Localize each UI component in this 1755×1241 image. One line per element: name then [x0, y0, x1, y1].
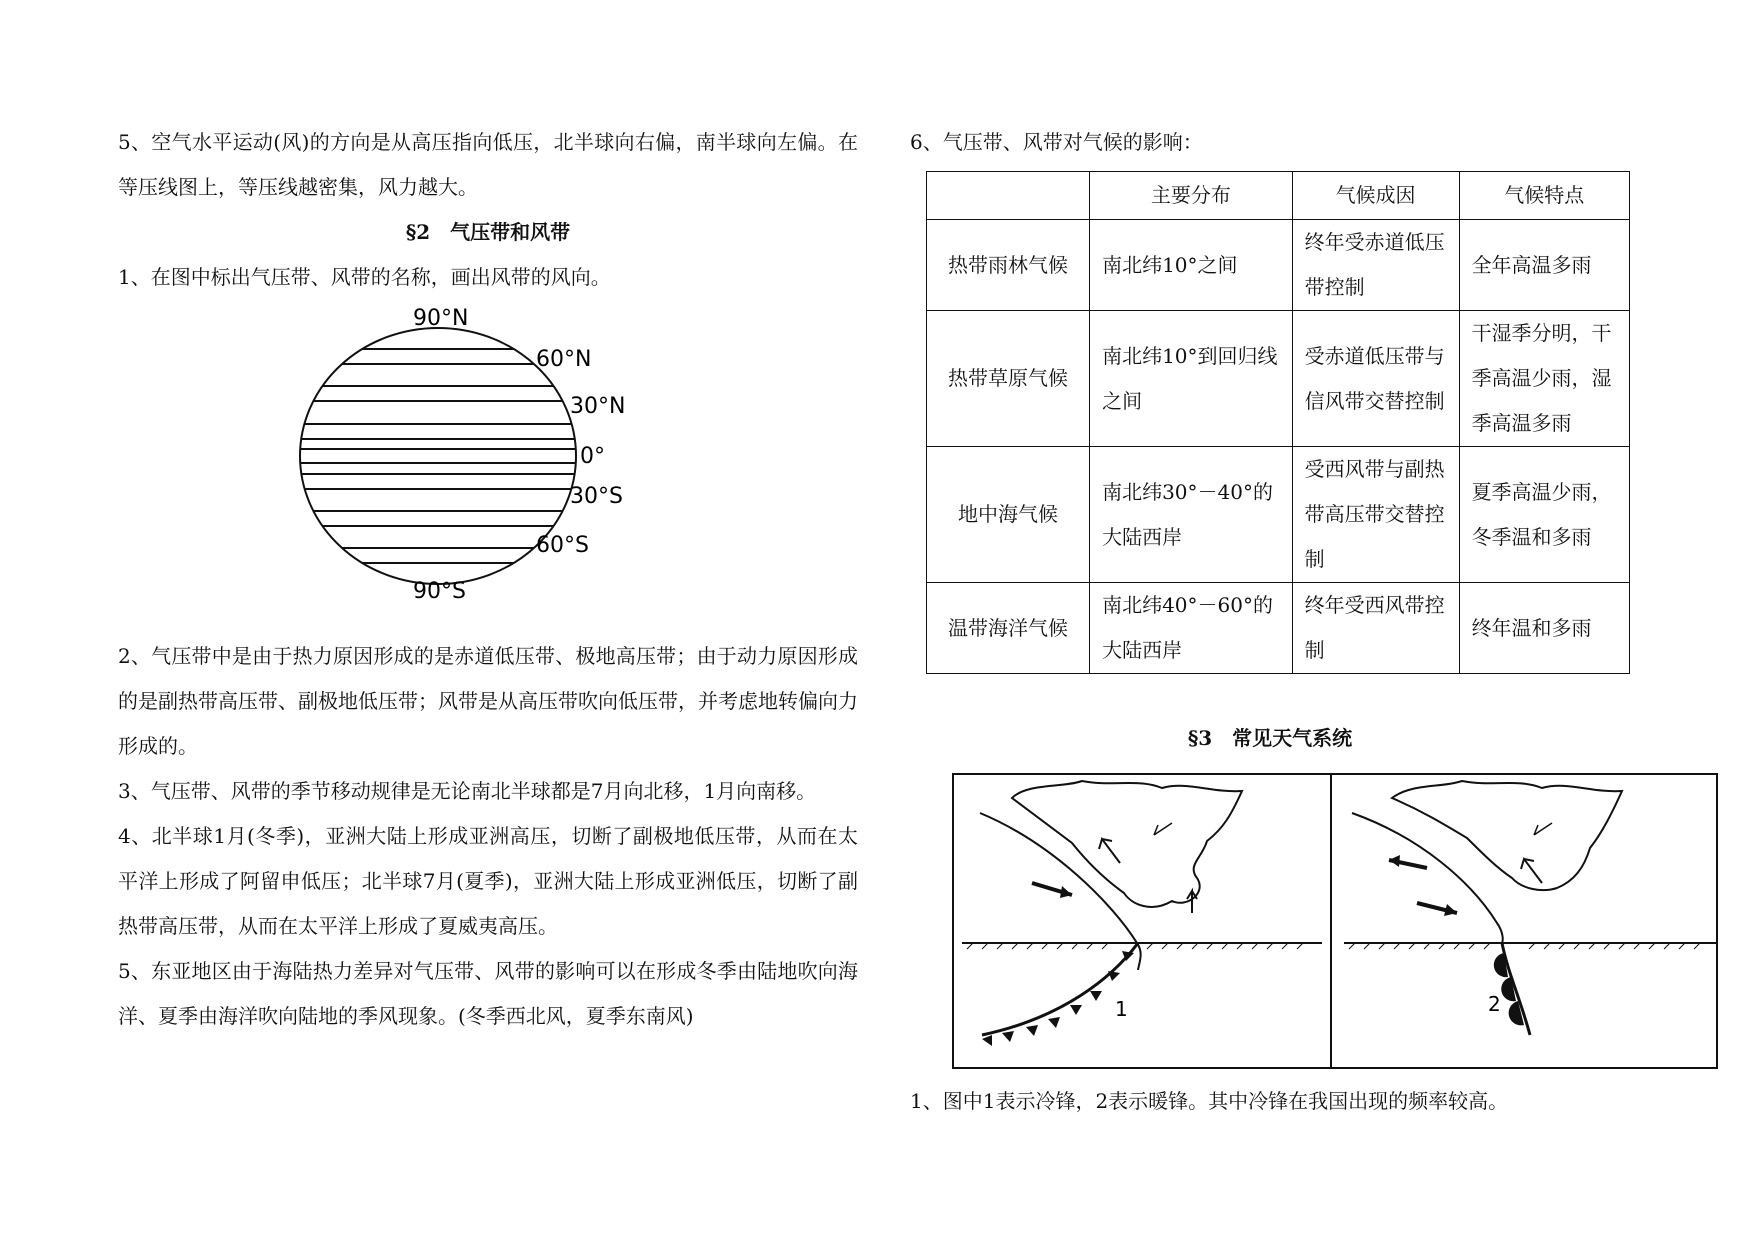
table-row [927, 447, 1630, 583]
globe-outline [300, 328, 576, 584]
climate-feature: 干湿季分明，干季高温少雨，湿季高温多雨 [1459, 311, 1629, 447]
table-header-blank [927, 172, 1090, 220]
paragraph-wind-direction: 5、空气水平运动(风)的方向是从高压指向低压，北半球向右偏，南半球向左偏。在等压线图上，等压线越密集，风力越大。 [118, 130, 858, 199]
section-2-title: §2 气压带和风带 [405, 220, 571, 244]
latitude-lines [298, 349, 598, 563]
label-equator: 0° [580, 444, 605, 469]
label-60s: 60°S [536, 533, 589, 558]
climate-distribution: 南北纬10°到回归线之间 [1090, 311, 1293, 447]
label-front-2: 2 [1488, 992, 1501, 1016]
right-column [910, 120, 1630, 1124]
paragraph-climate-intro: 6、气压带、风带对气候的影响： [910, 130, 1203, 154]
climate-name: 热带草原气候 [927, 311, 1090, 447]
paragraph-pressure-centers: 4、北半球1月(冬季)，亚洲大陆上形成亚洲高压，切断了副极地低压带，从而在太平洋上形成了阿留申低压；北半球7月(夏季)，亚洲大陆上形成亚洲低压，切断了副热带高压带，从而在太平洋上形成了夏威夷高压。 [118, 824, 858, 938]
label-90n: 90°N [413, 306, 469, 331]
climate-name: 温带海洋气候 [927, 583, 1090, 674]
paragraph-seasonal-shift: 3、气压带、风带的季节移动规律是无论南北半球都是7月向北移，1月向南移。 [118, 779, 817, 803]
label-front-1: 1 [1115, 997, 1128, 1021]
climate-cause: 终年受西风带控制 [1292, 583, 1459, 674]
label-90s: 90°S [413, 579, 466, 604]
paragraph-fronts-answer: 1、图中1表示冷锋，2表示暖锋。其中冷锋在我国出现的频率较高。 [910, 1089, 1509, 1113]
climate-table [926, 171, 1630, 674]
climate-feature: 终年温和多雨 [1459, 583, 1629, 674]
question-1-label-globe: 1、在图中标出气压带、风带的名称，画出风带的风向。 [118, 265, 611, 289]
weather-fronts-diagram [952, 773, 1718, 1069]
climate-feature: 全年高温多雨 [1459, 220, 1629, 311]
label-30s: 30°S [570, 484, 623, 509]
climate-name: 热带雨林气候 [927, 220, 1090, 311]
climate-feature: 夏季高温少雨，冬季温和多雨 [1459, 447, 1629, 583]
fronts-frame [953, 774, 1717, 1068]
climate-cause: 终年受赤道低压带控制 [1292, 220, 1459, 311]
climate-cause: 受赤道低压带与信风带交替控制 [1292, 311, 1459, 447]
table-header-feature: 气候特点 [1459, 172, 1629, 220]
label-60n: 60°N [536, 347, 592, 372]
globe-pressure-belts-diagram [298, 306, 678, 626]
table-row [927, 311, 1630, 447]
label-30n: 30°N [570, 394, 626, 419]
climate-cause: 受西风带与副热带高压带交替控制 [1292, 447, 1459, 583]
paragraph-monsoon: 5、东亚地区由于海陆热力差异对气压带、风带的影响可以在形成冬季由陆地吹向海洋、夏季由海洋吹向陆地的季风现象。(冬季西北风，夏季东南风) [118, 959, 858, 1028]
table-header-distribution: 主要分布 [1090, 172, 1293, 220]
climate-distribution: 南北纬30°－40°的大陆西岸 [1090, 447, 1293, 583]
climate-name: 地中海气候 [927, 447, 1090, 583]
left-column [118, 120, 858, 1039]
climate-distribution: 南北纬40°－60°的大陆西岸 [1090, 583, 1293, 674]
section-3-title: §3 常见天气系统 [1187, 726, 1353, 750]
table-row [927, 220, 1630, 311]
table-header-row [927, 172, 1630, 220]
table-row [927, 583, 1630, 674]
paragraph-pressure-belt-causes: 2、气压带中是由于热力原因形成的是赤道低压带、极地高压带；由于动力原因形成的是副热带高压带、副极地低压带；风带是从高压带吹向低压带，并考虑地转偏向力形成的。 [118, 644, 858, 758]
table-header-cause: 气候成因 [1292, 172, 1459, 220]
climate-distribution: 南北纬10°之间 [1090, 220, 1293, 311]
